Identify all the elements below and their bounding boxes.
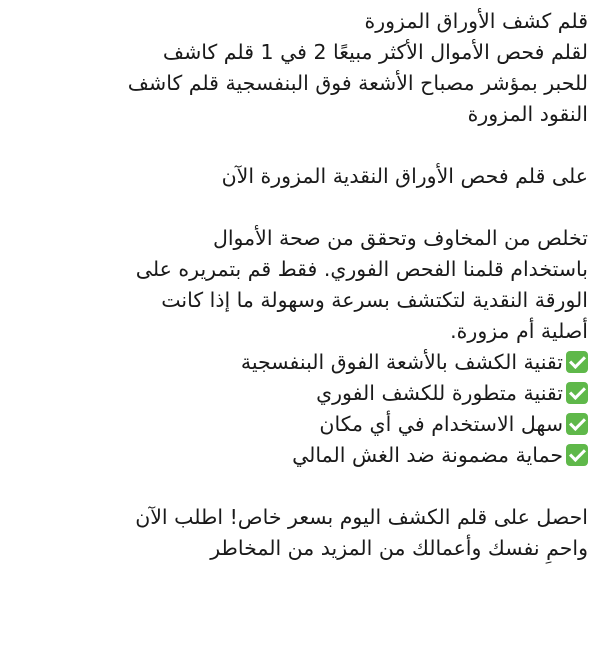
cta-line: واحمِ نفسك وأعمالك من المزيد من المخاطر: [210, 536, 588, 560]
intro-line: النقود المزورة: [467, 102, 588, 126]
feature-item: [18, 347, 588, 378]
spacer: [18, 471, 588, 502]
spacer: [18, 192, 588, 223]
feature-text: حماية مضمونة ضد الغش المالي: [292, 443, 563, 467]
cta-line: احصل على قلم الكشف اليوم بسعر خاص! اطلب الآن: [135, 505, 588, 529]
feature-text: تقنية متطورة للكشف الفوري: [316, 381, 563, 405]
check-mark-button-icon: [566, 382, 588, 404]
description-line: الورقة النقدية لتكتشف بسرعة وسهولة ما إذا كانت: [161, 288, 588, 312]
intro-paragraph: [18, 6, 588, 130]
check-mark-button-icon: [566, 444, 588, 466]
product-title: قلم كشف الأوراق المزورة: [364, 9, 588, 33]
feature-text: سهل الاستخدام في أي مكان: [319, 412, 563, 436]
intro-line: لقلم فحص الأموال الأكثر مبيعًا 2 في 1 قلم كاشف: [162, 40, 588, 64]
spacer: [18, 130, 588, 161]
feature-list: [18, 347, 588, 471]
description-paragraph: [18, 223, 588, 347]
description-line: أصلية أم مزورة.: [450, 319, 588, 343]
intro-line: للحبر بمؤشر مصباح الأشعة فوق البنفسجية قلم كاشف: [127, 71, 588, 95]
feature-text: تقنية الكشف بالأشعة الفوق البنفسجية: [240, 350, 563, 374]
headline: على قلم فحص الأوراق النقدية المزورة الآن: [221, 164, 588, 188]
feature-item: [18, 378, 588, 409]
description-line: باستخدام قلمنا الفحص الفوري. فقط قم بتمريره على: [135, 257, 588, 281]
check-mark-button-icon: [566, 413, 588, 435]
description-line: تخلص من المخاوف وتحقق من صحة الأموال: [212, 226, 588, 250]
check-mark-button-icon: [566, 351, 588, 373]
feature-item: [18, 440, 588, 471]
call-to-action: [18, 502, 588, 564]
product-description: [18, 6, 588, 564]
feature-item: [18, 409, 588, 440]
